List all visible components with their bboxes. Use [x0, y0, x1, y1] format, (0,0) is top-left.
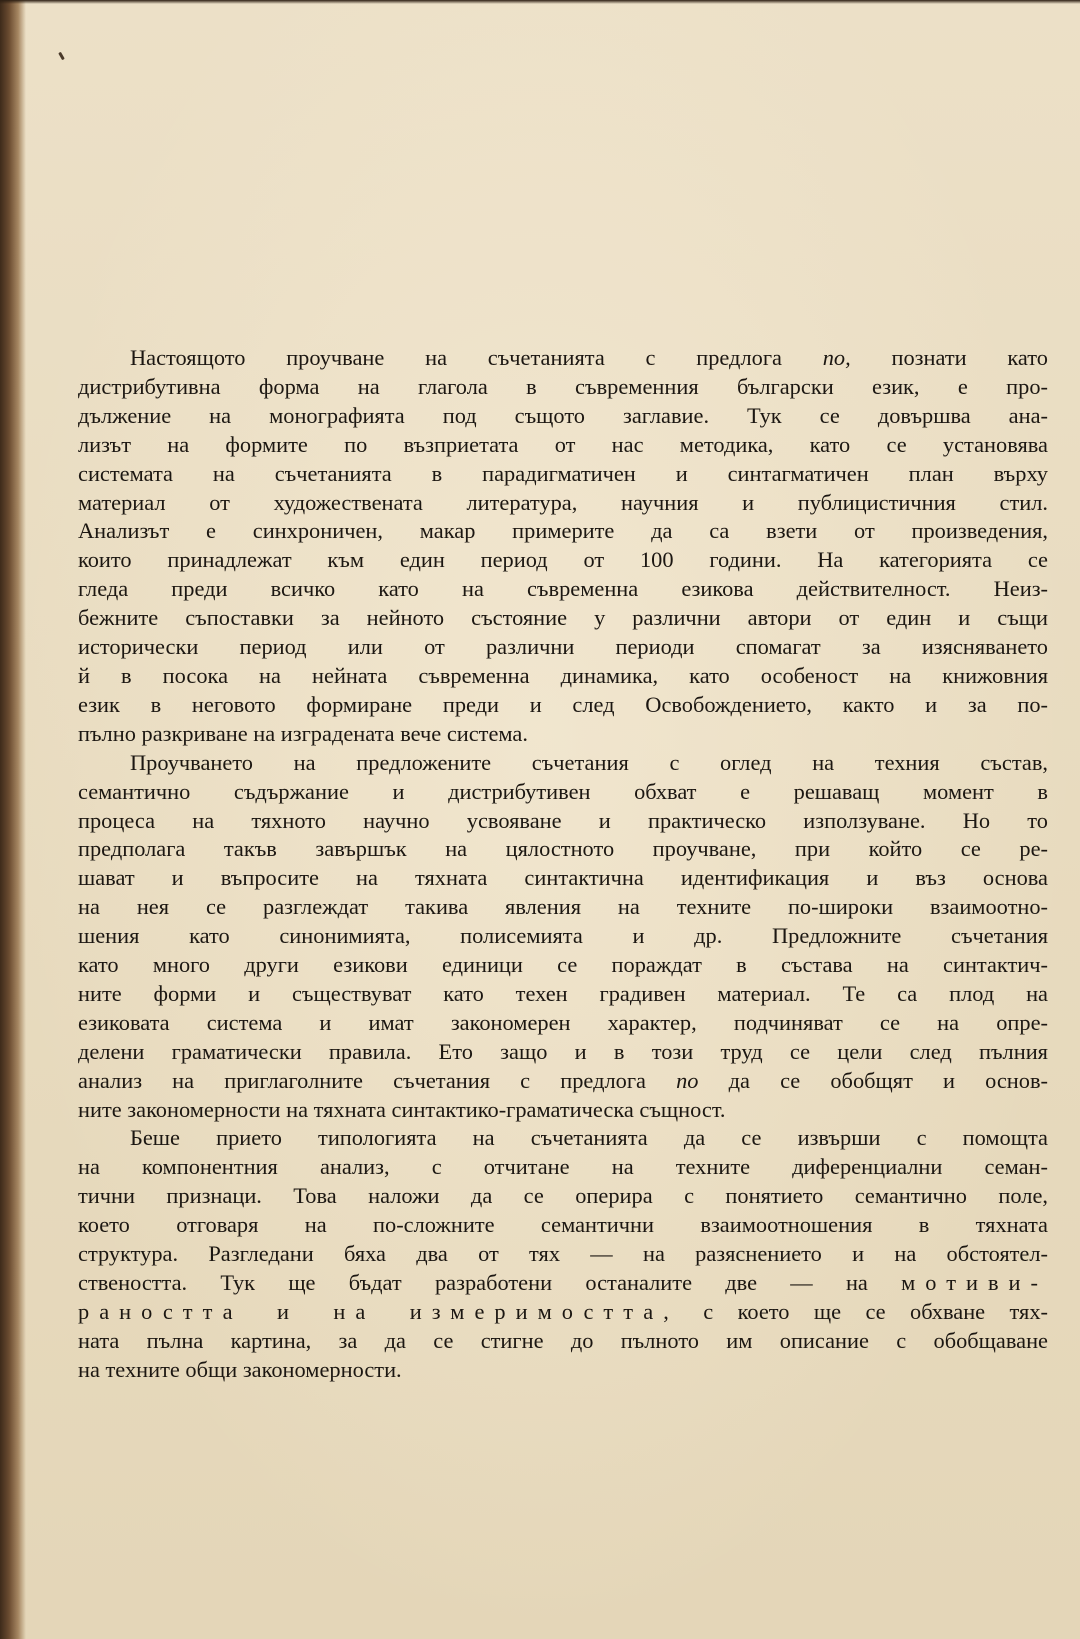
text-line: семантично съдържание и дистрибутивен обхват е решаващ момент в — [78, 778, 1048, 804]
text-line: шения като синонимията, полисемията и др. Предложните съчетания — [78, 923, 1048, 949]
text-line: което отговаря на по-сложните семантични взаимоотношения в тяхната — [78, 1212, 1048, 1238]
text-line: ните закономерности на тяхната синтактико-граматическа същност. — [78, 1096, 726, 1122]
text-line: ните форми и съществуват като техен градивен материал. Те са плод на — [78, 980, 1048, 1006]
text-line: шават и въпросите на тяхната синтактична идентификация и въз основа — [78, 865, 1048, 891]
text-line: исторически период или от различни периоди спомагат за изясняването — [78, 634, 1048, 660]
body-text — [78, 344, 1048, 1385]
text-line: системата на съчетанията в парадигматичен и синтагматичен план върху — [78, 460, 1048, 486]
text-line: език в неговото формиране преди и след Освобождението, както и за по- — [78, 691, 1048, 717]
text-line: материал от художествената литература, научния и публицистичния стил. — [78, 489, 1048, 515]
text-line: анализ на приглаголните съчетания с предлога по да се обобщят и основ- — [78, 1067, 1048, 1093]
text-line: ната пълна картина, за да се стигне до пълното им описание с обобщаване — [78, 1327, 1048, 1353]
text-line: предполага такъв завършък на цялостното проучване, при който се ре- — [78, 836, 1048, 862]
text-line: й в посока на нейната съвременна динамика, като особеност на книжовния — [78, 662, 1048, 688]
text-line: като много други езикови единици се пораждат в състава на синтактич- — [78, 952, 1048, 978]
text-line: раността и на измеримостта, с което ще се обхване тях- — [78, 1298, 1048, 1324]
text-line: на компонентния анализ, с отчитане на техните диференциални семан- — [78, 1154, 1048, 1180]
italic-term: по, — [822, 345, 851, 370]
text-line: Настоящото проучване на съчетанията с предлога по, познати като — [130, 345, 1048, 370]
text-line: Анализът е синхроничен, макар примерите да са взети от произведения, — [78, 518, 1048, 544]
spaced-term: раността и на измеримостта, — [78, 1298, 679, 1324]
text-line: езиковата система и имат закономерен характер, подчиняват се на опре- — [78, 1009, 1048, 1035]
book-spine-shadow — [0, 0, 26, 1639]
text-line: на техните общи закономерности. — [78, 1356, 402, 1382]
text-line: ствеността. Тук ще бъдат разработени останалите две — на мотиви- — [78, 1270, 1048, 1295]
text-line: дължение на монографията под същото заглавие. Тук се довършва ана- — [78, 402, 1048, 428]
text-line: лизът на формите по възприетата от нас методика, като се установява — [78, 431, 1048, 457]
italic-term: по — [676, 1067, 699, 1093]
text-line: процеса на тяхното научно усвояване и практическо използуване. Но то — [78, 807, 1048, 833]
text-line: гледа преди всичко като на съвременна езикова действителност. Неиз- — [78, 576, 1048, 602]
text-line: делени граматически правила. Ето защо и в този труд се цели след пълния — [78, 1038, 1048, 1064]
text-line: които принадлежат към един период от 100 години. На категорията се — [78, 547, 1048, 573]
text-line: на нея се разглеждат такива явления на техните по-широки взаимоотно- — [78, 894, 1048, 920]
paragraph-2 — [78, 749, 1048, 1125]
text-line: структура. Разгледани бяха два от тях — на разяснението и на обстоятел- — [78, 1241, 1048, 1267]
text-line: Беше прието типологията на съчетанията да се извърши с помощта — [130, 1125, 1048, 1151]
text-line: тични признаци. Това наложи да се оперира с понятието семантично поле, — [78, 1183, 1048, 1209]
paragraph-1 — [78, 344, 1048, 749]
text-line: пълно разкриване на изградената вече система. — [78, 720, 528, 746]
text-line: Проучването на предложените съчетания с оглед на техния състав, — [130, 749, 1048, 775]
spaced-term: мотиви- — [901, 1270, 1048, 1295]
paragraph-3 — [78, 1124, 1048, 1384]
text-line: дистрибутивна форма на глагола в съвременния български език, е про- — [78, 373, 1048, 399]
paper-speck — [58, 52, 65, 60]
text-line: бежните съпоставки за нейното състояние у различни автори от един и същи — [78, 605, 1048, 631]
page-top-edge — [0, 0, 1080, 4]
